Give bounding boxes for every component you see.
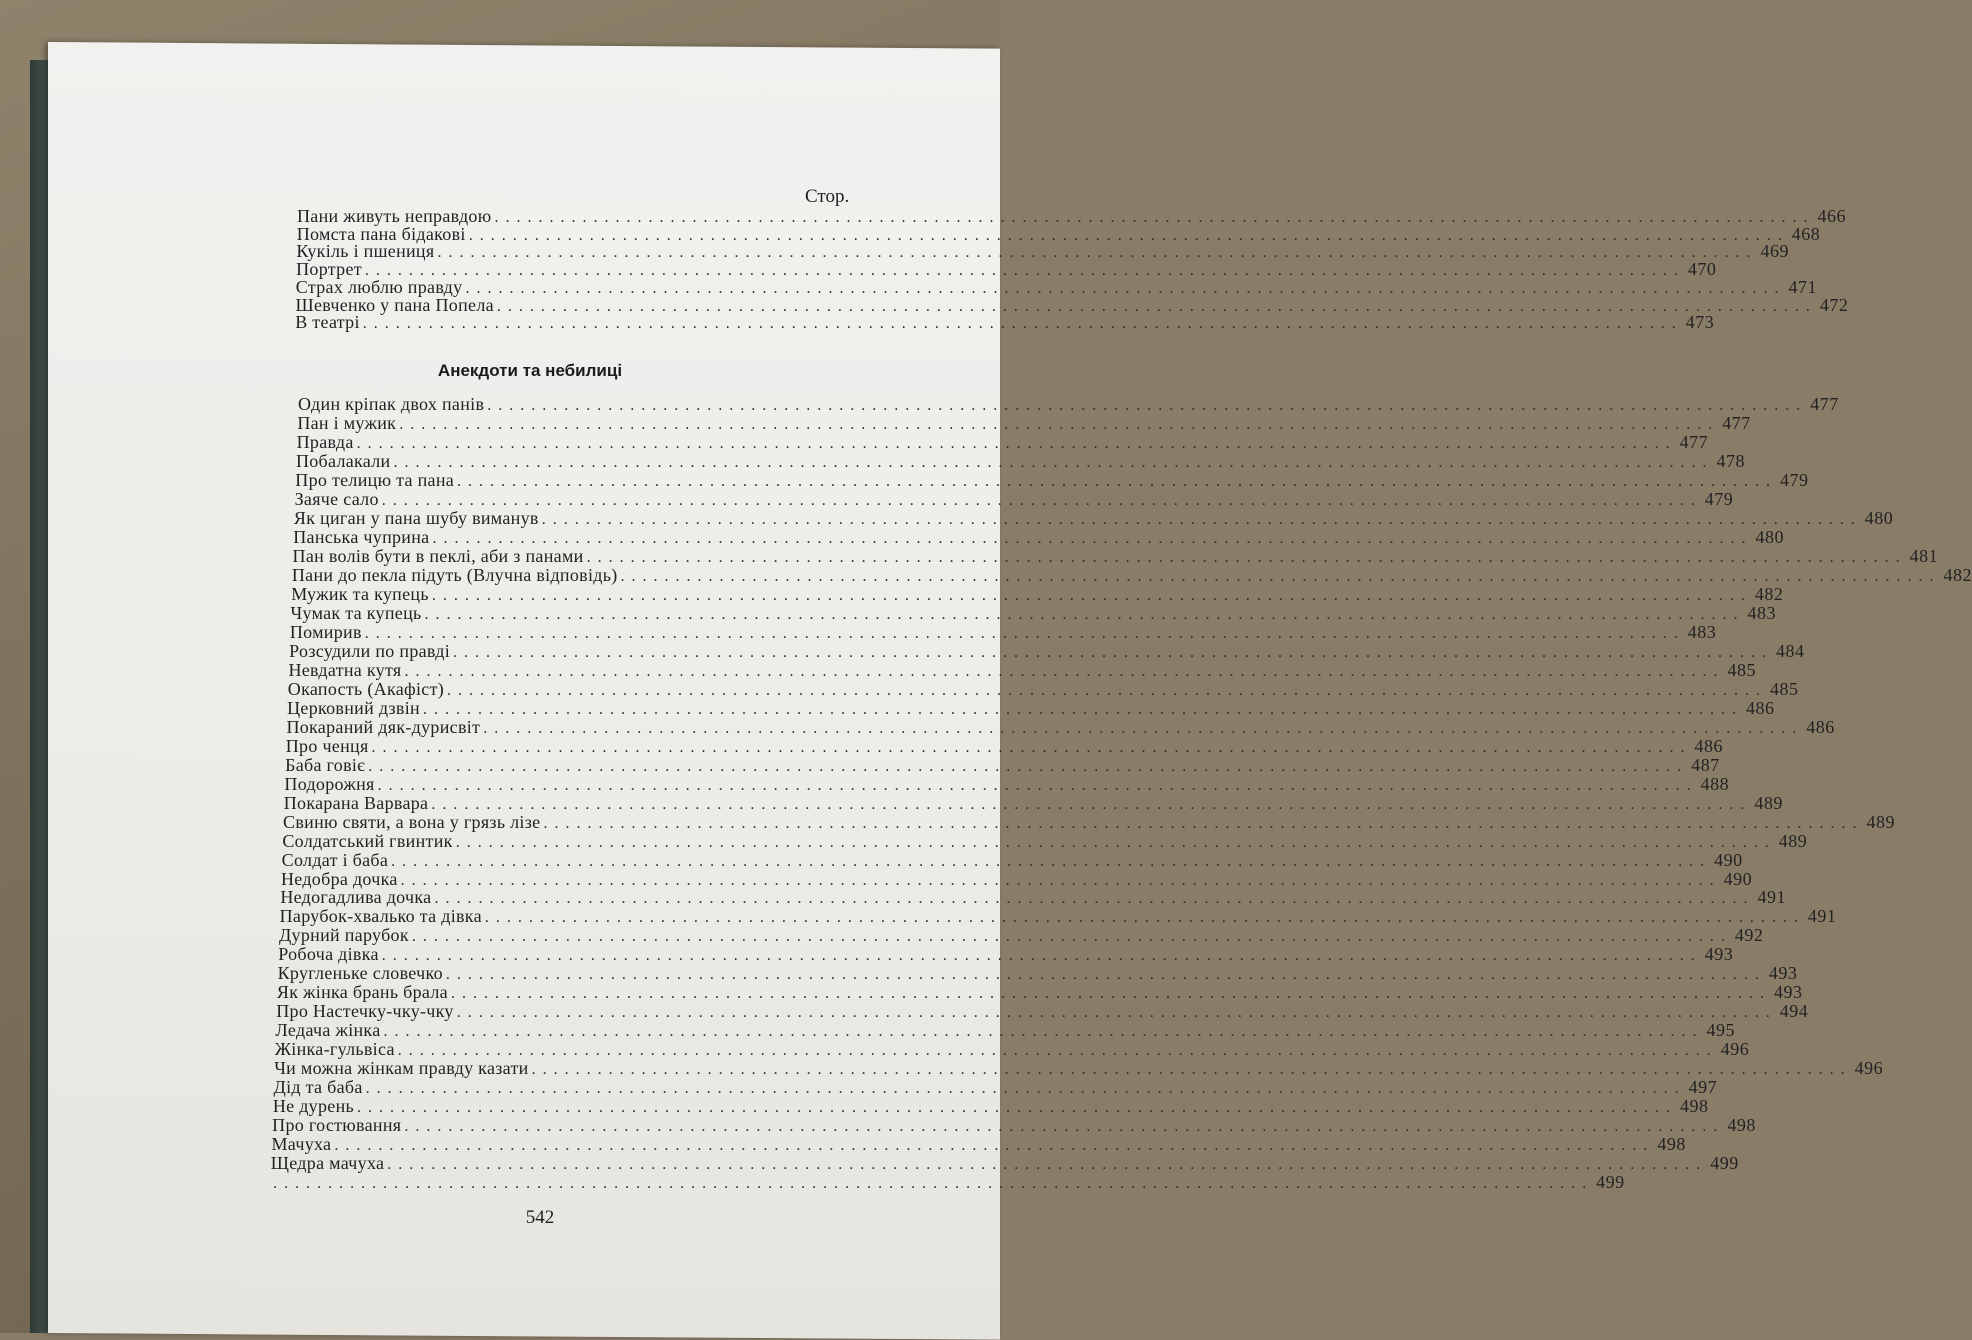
toc-entry <box>275 1020 1735 1041</box>
toc-leader-dots: ........................................................................................................................ <box>422 700 1743 718</box>
toc-leader-dots: ........................................................................................................................ <box>411 928 1732 946</box>
toc-entry-title: Ледача жінка <box>275 1020 381 1041</box>
toc-entry <box>296 241 1789 262</box>
toc-entry-page: 479 <box>1704 488 1734 509</box>
toc-leader-dots: ........................................................................................................................ <box>381 947 1702 965</box>
toc-entry-page: 493 <box>1773 982 1803 1003</box>
toc-entry <box>283 811 1895 832</box>
toc-entry-page: 486 <box>1745 697 1775 718</box>
toc-entry-page: 486 <box>1806 716 1835 737</box>
toc-entry-title: Про гостювання <box>272 1115 402 1136</box>
toc-entry-page: 498 <box>1657 1134 1686 1155</box>
toc-entry <box>278 925 1764 946</box>
toc-entry <box>270 1172 1625 1193</box>
toc-entry-title: Кукіль і пшениця <box>296 241 435 262</box>
toc-entry-page: 494 <box>1779 1001 1809 1022</box>
toc-entry-page: 492 <box>1734 925 1764 946</box>
toc-leader-dots: ........................................................................................................................ <box>456 1004 1777 1022</box>
toc-entry-title: В театрі <box>295 312 360 333</box>
toc-entry-page: 480 <box>1755 526 1784 547</box>
toc-entry-page: 477 <box>1679 431 1709 452</box>
toc-entry-title: Церковний дзвін <box>287 697 420 718</box>
toc-entry <box>276 1001 1809 1022</box>
toc-entry-title: Солдатський гвинтик <box>282 830 453 851</box>
toc-entry <box>277 963 1798 984</box>
toc-entry-title: Покарана Варвара <box>283 792 429 813</box>
toc-leader-dots: ........................................................................................................................ <box>496 297 1817 315</box>
toc-entry <box>293 526 1784 547</box>
toc-entry-page: 482 <box>1754 583 1784 604</box>
toc-leader-dots: ........................................................................................................................ <box>434 890 1755 908</box>
toc-leader-dots: ........................................................................................................................ <box>468 226 1789 244</box>
toc-entry-title: Покараний дяк-дурисвіт <box>286 716 481 737</box>
toc-entry-page: 469 <box>1760 241 1789 262</box>
toc-entry-page: 482 <box>1943 564 1972 585</box>
toc-entry-title: Чумак та купець <box>290 602 422 623</box>
toc-entry-title: Кругленьке словечко <box>277 963 443 984</box>
toc-entry-page: 485 <box>1727 659 1756 680</box>
toc-entry-title: Як циган у пана шубу виманув <box>293 507 539 528</box>
toc-entry-page: 478 <box>1716 450 1745 471</box>
toc-entry <box>272 1115 1756 1136</box>
toc-entry <box>274 1039 1750 1060</box>
toc-leader-dots: ........................................................................................................................ <box>457 472 1778 490</box>
toc-entry-page: 499 <box>1596 1172 1625 1193</box>
toc-entry-page: 490 <box>1723 868 1753 889</box>
toc-entry-page: 473 <box>1685 312 1715 333</box>
page-number: 542 <box>525 1207 555 1228</box>
toc-entry <box>287 678 1799 699</box>
toc-entry <box>297 206 1846 226</box>
toc-entry-page: 489 <box>1778 830 1808 851</box>
toc-leader-dots: ........................................................................................................................ <box>371 738 1692 756</box>
toc-entry <box>295 294 1849 315</box>
toc-leader-dots: ........................................................................................................................ <box>377 776 1698 794</box>
toc-entry-page: 488 <box>1700 773 1730 794</box>
toc-entry-page: 477 <box>1810 394 1839 414</box>
toc-entry-title: Мачуха <box>271 1134 332 1155</box>
toc-entry <box>287 697 1775 718</box>
toc-leader-dots: ........................................................................................................................ <box>356 434 1677 452</box>
toc-leader-dots: ........................................................................................................................ <box>364 624 1685 642</box>
toc-entry-title: Чи можна жінкам правду казати <box>274 1058 529 1079</box>
toc-leader-dots: ........................................................................................................................ <box>424 605 1745 623</box>
toc-entry-title: Пани до пекла підуть (Влучна відповідь) <box>291 564 618 585</box>
toc-entry-page: 490 <box>1714 849 1743 870</box>
toc-entry-page: 468 <box>1791 223 1821 244</box>
toc-leader-dots: ........................................................................................................................ <box>541 510 1862 528</box>
toc-leader-dots: ........................................................................................................................ <box>357 1099 1678 1117</box>
toc-leader-dots: ........................................................................................................................ <box>364 262 1685 280</box>
toc-entry-page: 484 <box>1776 640 1805 661</box>
toc-entry <box>295 450 1745 471</box>
toc-entry-page: 491 <box>1757 887 1786 908</box>
toc-leader-dots: ........................................................................................................................ <box>447 681 1768 699</box>
toc-leader-dots: ........................................................................................................................ <box>437 244 1758 262</box>
toc-entry-page: 493 <box>1768 963 1798 984</box>
toc-entry <box>291 583 1784 604</box>
toc-entry-title: Шевченко у пана Попела <box>295 294 494 315</box>
toc-entry-page: 493 <box>1704 944 1734 965</box>
toc-leader-dots: ........................................................................................................................ <box>387 1156 1708 1174</box>
toc-entry-title: Пан і мужик <box>297 412 397 433</box>
toc-entry <box>281 849 1743 870</box>
toc-entry <box>285 754 1720 775</box>
toc-leader-dots: ........................................................................................................................ <box>431 586 1752 604</box>
toc-entry <box>270 1153 1739 1174</box>
toc-entry-title: Заяче сало <box>294 488 379 509</box>
toc-leader-dots: ........................................................................................................................ <box>391 852 1712 870</box>
toc-entry <box>295 469 1809 490</box>
toc-leader-dots: ........................................................................................................................ <box>400 871 1721 889</box>
toc-leader-dots: ........................................................................................................................ <box>450 985 1771 1003</box>
toc-entry-title: Помста пана бідакові <box>296 223 466 244</box>
toc-entry-title: Дурний парубок <box>278 925 409 946</box>
toc-leader-dots: ........................................................................................................................ <box>465 279 1786 297</box>
toc-entry-page: 479 <box>1780 469 1809 490</box>
toc-entry <box>291 564 1972 585</box>
toc-entry-title: Про ченця <box>285 735 369 756</box>
toc-entry-page: 481 <box>1909 545 1939 566</box>
toc-entry-title: Недогадлива дочка <box>280 887 432 908</box>
toc-entry-page: 496 <box>1720 1039 1750 1060</box>
toc-entry <box>282 830 1808 851</box>
toc-entry <box>280 887 1786 908</box>
toc-entry <box>274 1058 1884 1079</box>
toc-entry-title: Баба говіє <box>285 754 366 775</box>
toc-entry-title: Не дурень <box>272 1096 355 1117</box>
toc-entry <box>290 602 1777 623</box>
toc-leader-dots: ........................................................................................................................ <box>494 209 1815 226</box>
toc-entry <box>296 223 1821 244</box>
toc-entry <box>284 773 1730 794</box>
toc-entry-title: Правда <box>296 431 354 452</box>
toc-entry-page: 498 <box>1727 1115 1756 1136</box>
toc-entry-title: Один кріпак двох панів <box>298 394 485 414</box>
toc-entry-title: Побалакали <box>295 450 391 471</box>
toc-entry-title: Помирив <box>289 621 362 642</box>
toc-entry <box>271 1134 1686 1155</box>
toc-entry <box>298 394 1839 414</box>
toc-entry-page: 489 <box>1866 811 1895 832</box>
toc-leader-dots: ........................................................................................................................ <box>397 1042 1718 1060</box>
toc-entry-title: Як жінка брань брала <box>276 982 448 1003</box>
toc-entry-title: Подорожня <box>284 773 375 794</box>
toc-leader-dots: ........................................................................................................................ <box>365 1080 1686 1098</box>
toc-entry-title: Дід та баба <box>273 1077 363 1098</box>
toc-leader-dots: ........................................................................................................................ <box>487 397 1808 414</box>
toc-entry-page: 483 <box>1687 621 1717 642</box>
toc-entry-title: Щедра мачуха <box>270 1153 385 1174</box>
toc-entry <box>281 868 1753 889</box>
toc-entry-title: Окапость (Акафіст) <box>287 678 445 699</box>
toc-entry <box>293 507 1894 528</box>
toc-entry-page: 495 <box>1706 1020 1735 1041</box>
toc-entry <box>286 716 1835 737</box>
toc-leader-dots: ........................................................................................................................ <box>531 1061 1852 1079</box>
toc-entry <box>288 659 1756 680</box>
toc-leader-dots: ........................................................................................................................ <box>404 662 1725 680</box>
toc-entry <box>279 906 1837 927</box>
toc-entry-title: Жінка-гульвіса <box>274 1039 395 1060</box>
toc-entry-page: 498 <box>1680 1096 1709 1117</box>
toc-entry-title: Розсудили по правді <box>289 640 451 661</box>
toc-entry <box>283 792 1783 813</box>
toc-leader-dots: ........................................................................................................................ <box>404 1118 1725 1136</box>
toc-leader-dots: ........................................................................................................................ <box>368 757 1689 775</box>
toc-entry-title: Парубок-хвалько та дівка <box>279 906 482 927</box>
toc-entry-page: 485 <box>1770 678 1799 699</box>
toc-leader-dots: ........................................................................................................................ <box>393 453 1714 471</box>
toc-entry-title: Панська чуприна <box>293 526 430 547</box>
toc-entry-page: 470 <box>1687 259 1717 280</box>
toc-entry-title: Пан волів бути в пеклі, аби з панами <box>292 545 584 566</box>
toc-entry <box>273 1077 1718 1098</box>
toc-entry <box>289 640 1805 661</box>
toc-entry-page: 496 <box>1854 1058 1884 1079</box>
toc-entry-page: 483 <box>1747 602 1777 623</box>
toc-entry-title: Солдат і баба <box>281 849 389 870</box>
toc-entry-page: 489 <box>1754 792 1783 813</box>
toc-entry <box>278 944 1734 965</box>
toc-entry-page: 477 <box>1722 412 1751 433</box>
toc-leader-dots: ........................................................................................................................ <box>484 909 1805 927</box>
toc-entry-title: Робоча дівка <box>278 944 379 965</box>
toc-entry <box>285 735 1724 756</box>
toc-leader-dots: ........................................................................................................................ <box>399 415 1720 433</box>
toc-entry <box>294 488 1734 509</box>
toc-entry-page: 499 <box>1710 1153 1739 1174</box>
toc-leader-dots: ........................................................................................................................ <box>453 643 1774 661</box>
toc-leader-dots: ........................................................................................................................ <box>483 719 1804 737</box>
toc-entry <box>295 276 1817 297</box>
toc-entry-page: 491 <box>1807 906 1837 927</box>
toc-entry <box>289 621 1717 642</box>
toc-entry-title: Портрет <box>296 259 362 280</box>
toc-entry-title: Про телицю та пана <box>295 469 455 490</box>
toc-leader-dots: ........................................................................................................................ <box>431 795 1752 813</box>
toc-leader-dots: ........................................................................................................................ <box>273 1175 1594 1193</box>
toc-entry-page: 497 <box>1688 1077 1718 1098</box>
toc-leader-dots: ........................................................................................................................ <box>383 1023 1704 1041</box>
toc-entry <box>297 412 1751 433</box>
toc-leader-dots: ........................................................................................................................ <box>620 567 1941 585</box>
toc-entry <box>272 1096 1709 1117</box>
toc-entry-title: Мужик та купець <box>291 583 429 604</box>
toc-entry-page: 466 <box>1817 206 1846 226</box>
toc-leader-dots: ........................................................................................................................ <box>586 548 1907 566</box>
toc-entry-page: 480 <box>1864 507 1894 528</box>
toc-entry-title: Недобра дочка <box>281 868 398 889</box>
toc-entry-page: 487 <box>1691 754 1720 775</box>
toc-entry-page: 471 <box>1788 276 1817 297</box>
toc-entry-title: Страх люблю правду <box>295 276 463 297</box>
section-heading: Анекдоти та небилиці <box>437 361 623 380</box>
toc-entry <box>292 545 1939 566</box>
toc-leader-dots: ........................................................................................................................ <box>445 966 1766 984</box>
toc-entry-title: Пани живуть неправдою <box>297 206 492 226</box>
toc-leader-dots: ........................................................................................................................ <box>455 833 1776 851</box>
toc-entry <box>295 312 1715 333</box>
toc-entry <box>296 431 1709 452</box>
toc-leader-dots: ........................................................................................................................ <box>362 315 1683 333</box>
toc-leader-dots: ........................................................................................................................ <box>334 1137 1655 1155</box>
toc-entry-page: 486 <box>1694 735 1724 756</box>
toc-entry-page: 472 <box>1819 294 1849 315</box>
toc-entry-title: Невдатна кутя <box>288 659 402 680</box>
toc-leader-dots: ........................................................................................................................ <box>543 814 1864 832</box>
toc-leader-dots: ........................................................................................................................ <box>381 491 1702 509</box>
toc-entry <box>296 259 1717 280</box>
toc-leader-dots: ........................................................................................................................ <box>432 529 1753 547</box>
page-column-label: Стор. <box>805 186 850 207</box>
toc-entry-title: Свиню святи, а вона у грязь лізе <box>283 811 541 832</box>
toc-entry-title: Про Настечку-чку-чку <box>276 1001 454 1022</box>
toc-entry <box>276 982 1803 1003</box>
